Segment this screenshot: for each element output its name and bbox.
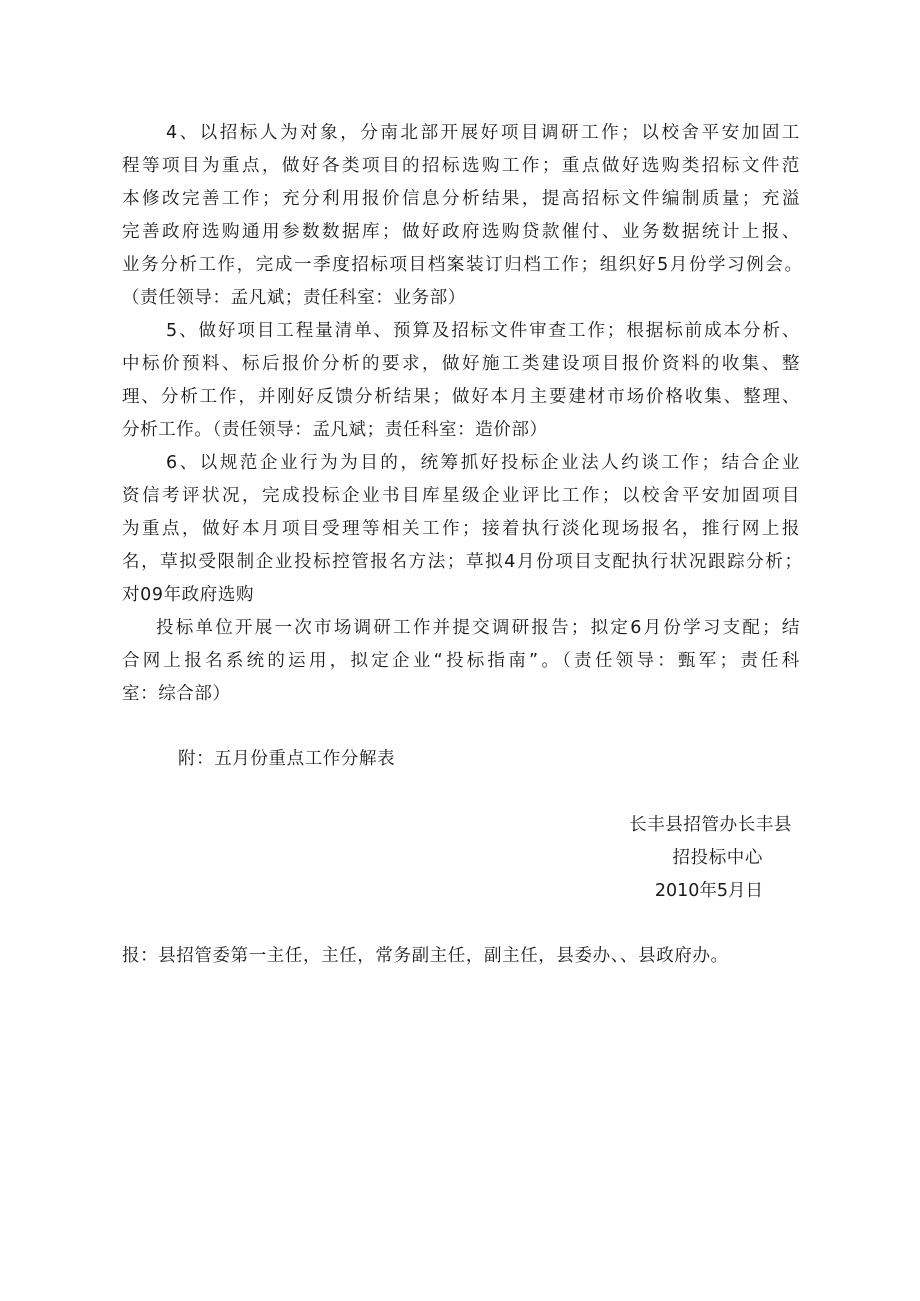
paragraph-6-line-4: 名，草拟受限制企业投标控管报名方法；草拟4月份项目支配执行状况跟踪分析； (122, 552, 802, 572)
signature-org-line-2: 招投标中心 (672, 848, 763, 868)
paragraph-6-line-3: 为重点，做好本月项目受理等相关工作；接着执行淡化现场报名，推行网上报 (122, 519, 800, 539)
paragraph-4-line-1: 4、以招标人为对象，分南北部开展好项目调研工作；以校舍平安加固工 (166, 123, 800, 143)
attachment-note: 附：五月份重点工作分解表 (178, 749, 396, 769)
signature-org-line-1: 长丰县招管办长丰县 (629, 815, 792, 835)
paragraph-7-line-1: 投标单位开展一次市场调研工作并提交调研报告；拟定6月份学习支配；结 (156, 618, 800, 638)
paragraph-6-line-2: 资信考评状况，完成投标企业书目库星级企业评比工作；以校舍平安加固项目 (122, 486, 800, 506)
paragraph-4-line-4: 完善政府选购通用参数数据库；做好政府选购贷款催付、业务数据统计上报、 (122, 222, 800, 242)
paragraph-5-line-4: 分析工作。（责任领导：孟凡斌；责任科室：造价部） (122, 420, 548, 440)
paragraph-5-line-1: 5、做好项目工程量清单、预算及招标文件审查工作；根据标前成本分析、 (166, 321, 800, 341)
paragraph-4-line-2: 程等项目为重点，做好各类项目的招标选购工作；重点做好选购类招标文件范 (122, 156, 800, 176)
paragraph-4-line-6: （责任领导：孟凡斌；责任科室：业务部） (122, 288, 466, 308)
paragraph-4-line-3: 本修改完善工作；充分利用报价信息分析结果，提高招标文件编制质量；充溢 (122, 189, 800, 209)
report-to-line: 报：县招管委第一主任，主任，常务副主任，副主任，县委办、、县政府办。 (122, 946, 729, 966)
paragraph-5-line-2: 中标价预料、标后报价分析的要求，做好施工类建设项目报价资料的收集、整 (122, 354, 800, 374)
paragraph-4-line-5: 业务分析工作，完成一季度招标项目档案装订归档工作；组织好5月份学习例会。 (122, 255, 802, 275)
paragraph-7-line-2: 合网上报名系统的运用，拟定企业“投标指南”。（责任领导：甄军；责任科 (122, 651, 800, 671)
signature-date: 2010年5月日 (654, 881, 763, 901)
paragraph-6-line-1: 6、以规范企业行为为目的，统筹抓好投标企业法人约谈工作；结合企业 (166, 453, 800, 473)
paragraph-5-line-3: 理、分析工作，并刚好反馈分析结果；做好本月主要建材市场价格收集、整理、 (122, 387, 800, 407)
paragraph-6-line-5: 对09年政府选购 (122, 585, 255, 605)
paragraph-7-line-3: 室：综合部） (122, 684, 231, 704)
